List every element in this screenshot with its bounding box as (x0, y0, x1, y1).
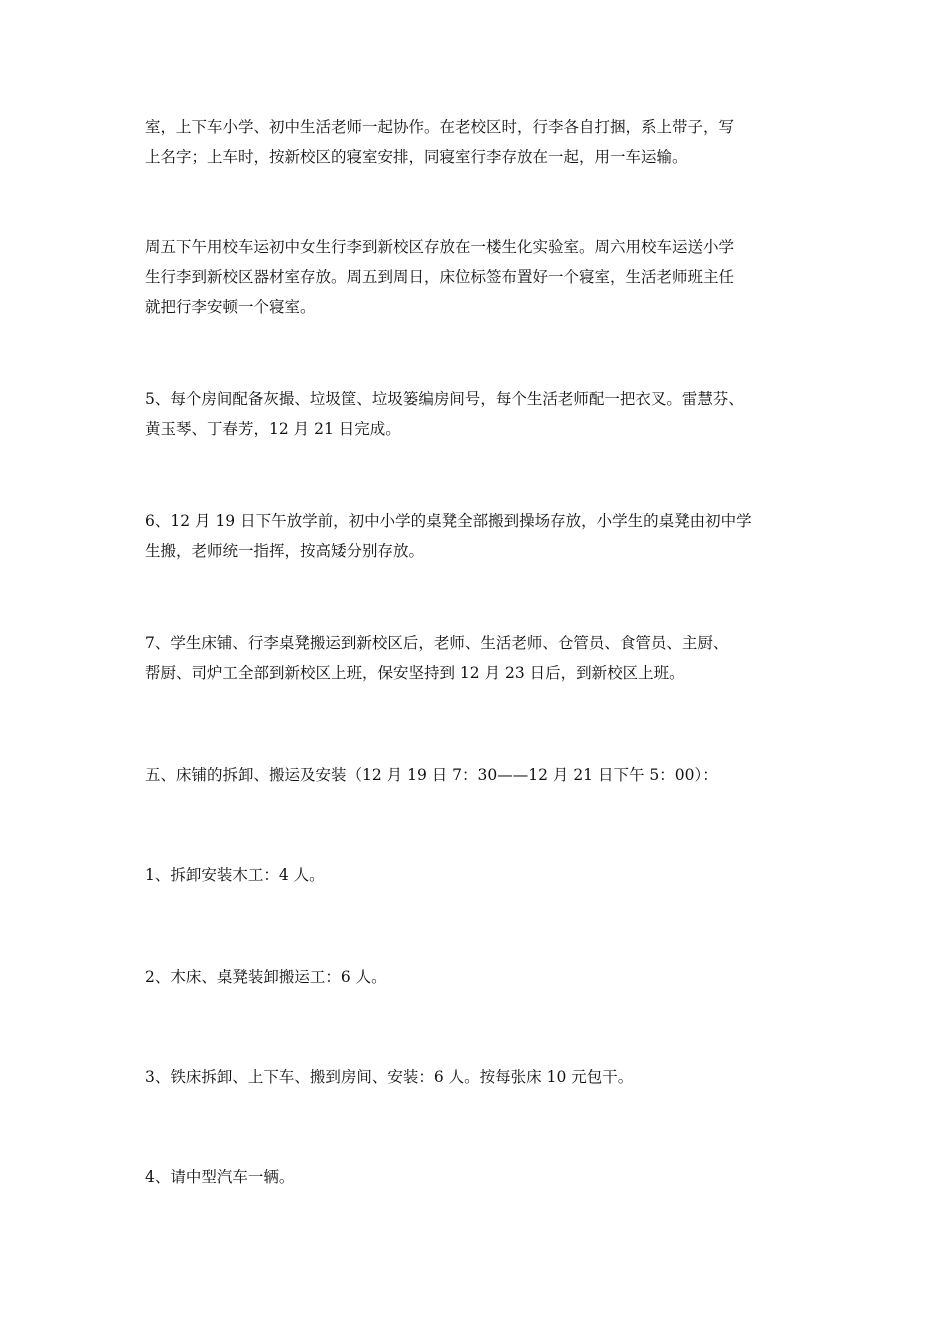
text-line: 黄玉琴、丁春芳，12 月 21 日完成。 (145, 420, 401, 438)
section-heading-bed-disassembly (145, 760, 817, 790)
text-line: 帮厨、司炉工全部到新校区上班，保安坚持到 12 月 23 日后，到新校区上班。 (145, 664, 685, 682)
list-item-3 (145, 1062, 817, 1092)
paragraph-item-7 (145, 628, 817, 688)
text-line: 生行李到新校区器材室存放。周五到周日，床位标签布置好一个寝室，生活老师班主任 (145, 268, 735, 286)
paragraph-item-6 (145, 506, 817, 566)
text-line: 五、床铺的拆卸、搬运及安装（12 月 19 日 7：30——12 月 21 日下午 5：00）： (145, 766, 718, 784)
text-line: 1、拆卸安装木工：4 人。 (145, 866, 325, 884)
paragraph-luggage-transport-schedule (145, 232, 817, 322)
text-line: 上名字；上车时，按新校区的寝室安排，同寝室行李存放在一起，用一车运输。 (145, 148, 688, 166)
list-item-4 (145, 1162, 817, 1192)
list-item-2 (145, 962, 817, 992)
text-line: 2、木床、桌凳装卸搬运工：6 人。 (145, 968, 387, 986)
text-line: 就把行李安顿一个寝室。 (145, 298, 316, 316)
text-line: 生搬，老师统一指挥，按高矮分别存放。 (145, 542, 425, 560)
paragraph-luggage-coordination (145, 112, 817, 172)
text-line: 4、请中型汽车一辆。 (145, 1168, 295, 1186)
text-line: 6、12 月 19 日下午放学前，初中小学的桌凳全部搬到操场存放，小学生的桌凳由初中学 (145, 512, 752, 530)
text-line: 室，上下车小学、初中生活老师一起协作。在老校区时，行李各自打捆，系上带子，写 (145, 118, 735, 136)
list-item-1 (145, 860, 817, 890)
text-line: 5、每个房间配备灰撮、垃圾筐、垃圾篓编房间号，每个生活老师配一把衣叉。雷慧芬、 (145, 390, 744, 408)
text-line: 周五下午用校车运初中女生行李到新校区存放在一楼生化实验室。周六用校车运送小学 (145, 238, 735, 256)
paragraph-item-5 (145, 384, 817, 444)
text-line: 3、铁床拆卸、上下车、搬到房间、安装：6 人。按每张床 10 元包干。 (145, 1068, 634, 1086)
text-line: 7、学生床铺、行李桌凳搬运到新校区后，老师、生活老师、仓管员、食管员、主厨、 (145, 634, 729, 652)
